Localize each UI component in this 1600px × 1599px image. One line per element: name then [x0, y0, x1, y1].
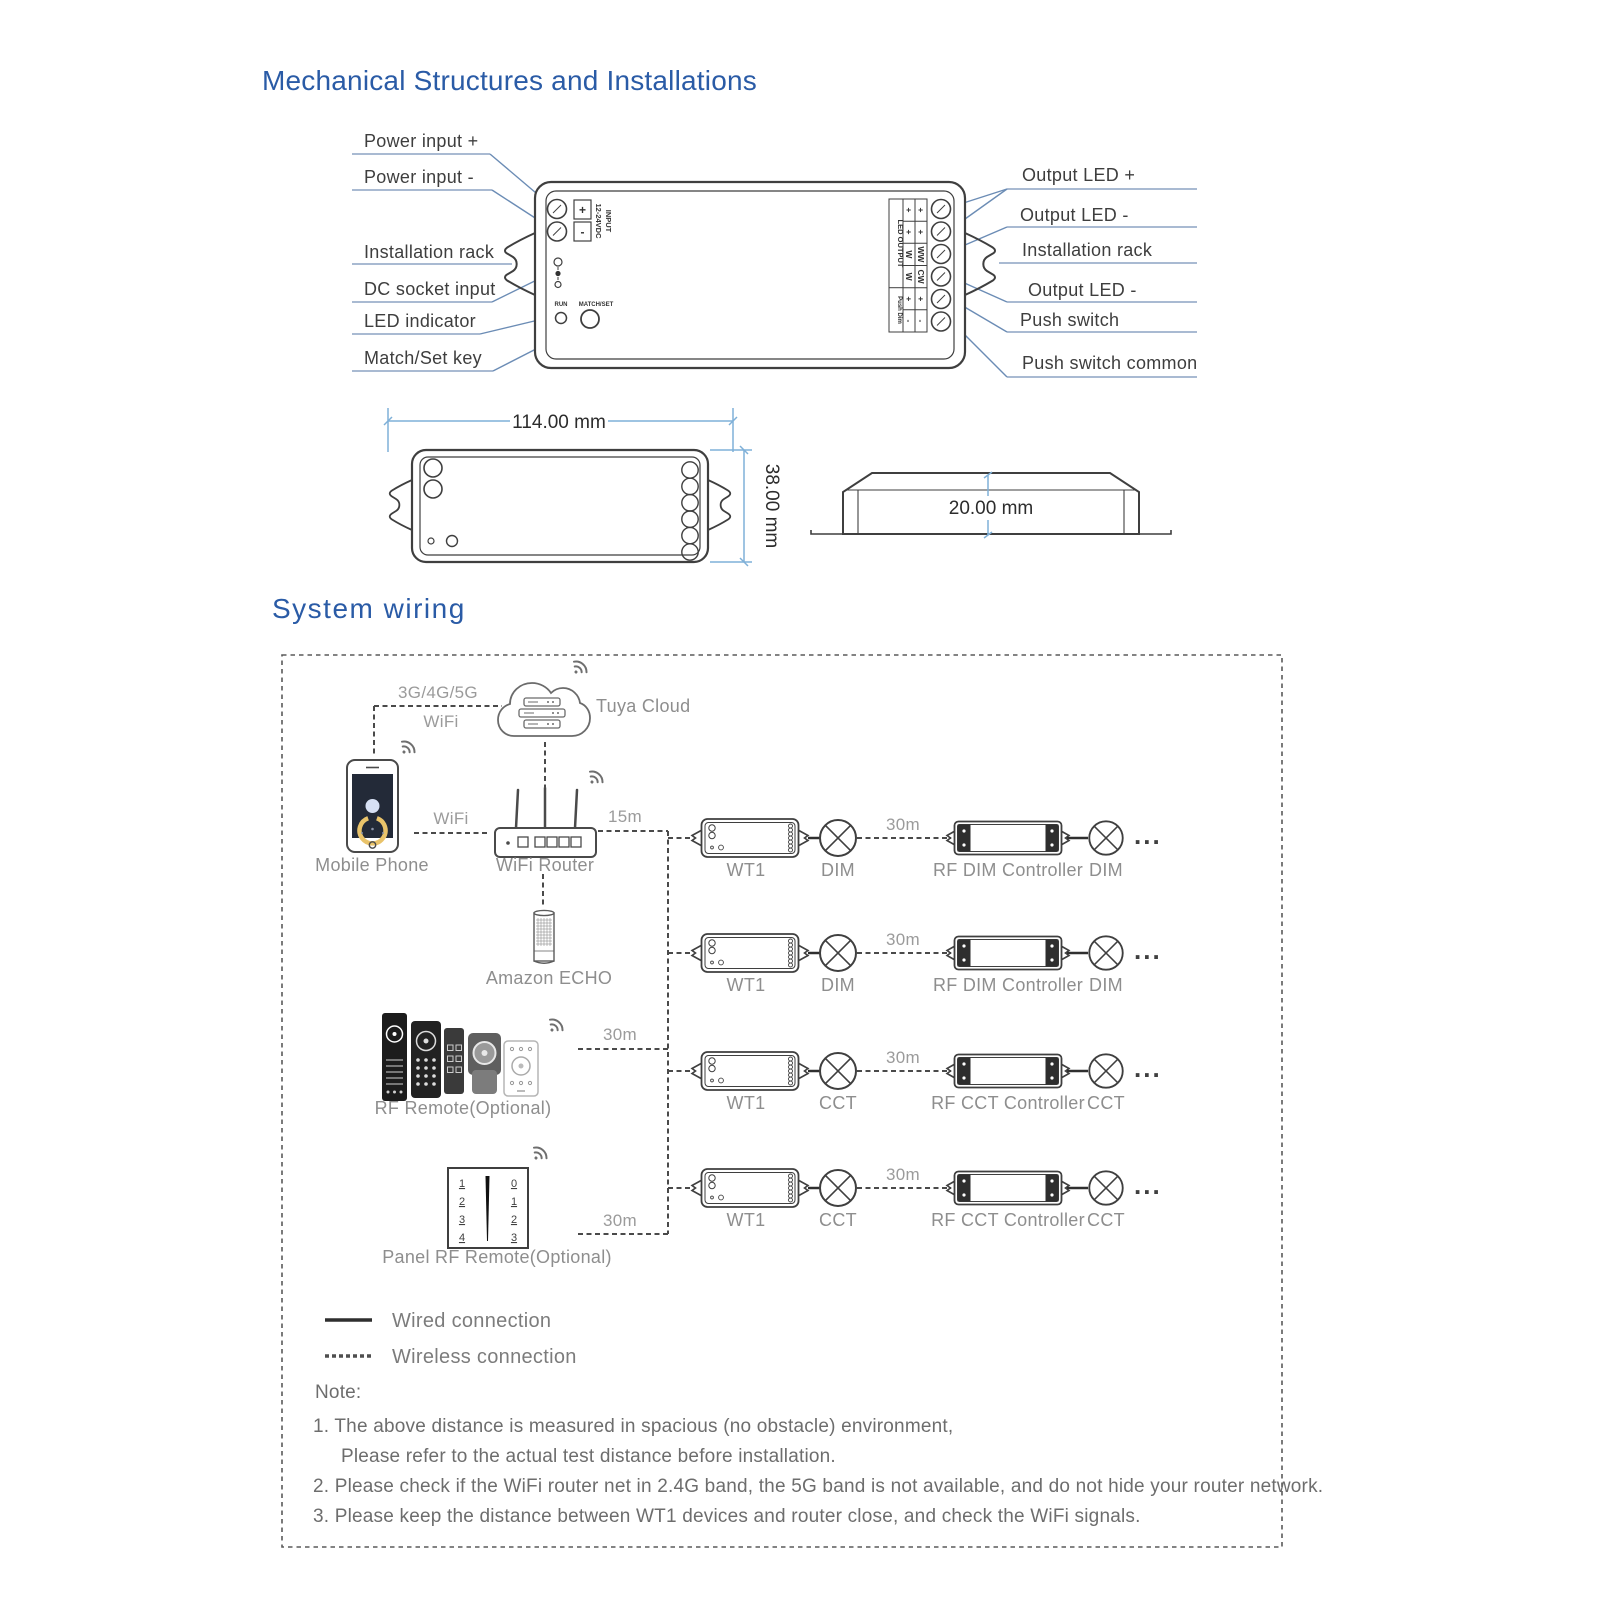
row-distance-label: 30m [886, 1048, 920, 1067]
wifi-router-icon [495, 788, 596, 857]
input-voltage-label: 12-24VDC [594, 203, 603, 239]
rf-remote-label: RF Remote(Optional) [374, 1098, 552, 1118]
wt1-label: WT1 [726, 975, 766, 995]
wiring-row [668, 815, 1162, 880]
svg-text:1: 1 [458, 1178, 466, 1190]
input-minus-mark: - [580, 225, 585, 239]
controller-label: RF CCT Controller [931, 1210, 1085, 1230]
lamp1-label: CCT [819, 1210, 857, 1230]
input-plus-mark: + [578, 203, 587, 217]
note-line-2: 2. Please check if the WiFi router net in 2.4G band, the 5G band is not available, and do not hide your router network. [313, 1476, 1324, 1497]
wifi-label-mid: WiFi [433, 809, 469, 828]
wiring-row [668, 1048, 1162, 1113]
controller-label: RF DIM Controller [932, 860, 1084, 880]
label-led-indicator: LED indicator [364, 311, 476, 331]
tuya-cloud-icon [498, 683, 590, 736]
svg-text:3: 3 [510, 1232, 518, 1244]
lamp1-label: CCT [819, 1093, 857, 1113]
input-label: INPUT [604, 209, 613, 233]
run-label: RUN [554, 302, 568, 308]
svg-text:4: 4 [458, 1232, 466, 1244]
row-distance-label: 30m [886, 930, 920, 949]
match-set-label: MATCH/SET [578, 302, 614, 308]
distance-30m-panel-label: 30m [603, 1211, 637, 1230]
tuya-cloud-label: Tuya Cloud [596, 696, 691, 716]
label-power-input-plus: Power input + [364, 131, 479, 151]
lamp1-label: DIM [821, 975, 855, 995]
section-title-mechanical: Mechanical Structures and Installations [262, 65, 757, 96]
lamp1-label: DIM [821, 860, 855, 880]
wiring-row [668, 1165, 1162, 1230]
label-push-switch: Push switch [1020, 310, 1120, 330]
label-output-led-minus-2: Output LED - [1028, 280, 1137, 300]
note-line-1b: Please refer to the actual test distance before installation. [341, 1446, 836, 1467]
svg-text:+: + [916, 229, 926, 235]
lamp2-label: DIM [1089, 860, 1123, 880]
note-heading: Note: [315, 1382, 362, 1403]
dimension-width-value: 114.00 mm [512, 412, 606, 433]
mobile-phone-icon [347, 760, 398, 852]
wireless-connection-label: Wireless connection [392, 1346, 577, 1368]
push-dim-header: Push Dim [896, 296, 902, 324]
dimension-height-value: 38.00 mm [761, 463, 782, 549]
svg-text:+: + [916, 207, 926, 213]
dimension-depth-value: 20.00 mm [948, 498, 1034, 519]
svg-text:W: W [904, 272, 914, 281]
panel-rf-remote-label: Panel RF Remote(Optional) [382, 1247, 612, 1267]
label-match-set-key: Match/Set key [364, 348, 482, 368]
notes [313, 1382, 1323, 1527]
svg-text:1: 1 [510, 1196, 518, 1208]
more-devices-dots: ... [1134, 1053, 1162, 1083]
rf-remote-icons [382, 1013, 538, 1101]
svg-text:-: - [916, 319, 926, 323]
controller-label: RF DIM Controller [932, 975, 1084, 995]
led-output-header: LED OUTPUT [896, 219, 905, 268]
lamp2-label: DIM [1089, 975, 1123, 995]
dimension-width [384, 408, 737, 452]
label-installation-rack-left: Installation rack [364, 242, 495, 262]
svg-text:2: 2 [458, 1196, 466, 1208]
svg-text:+: + [904, 229, 914, 235]
label-push-switch-common: Push switch common [1022, 353, 1198, 373]
label-installation-rack-right: Installation rack [1022, 240, 1153, 260]
legend [325, 1310, 577, 1368]
svg-text:-: - [904, 319, 914, 323]
svg-text:+: + [904, 207, 914, 213]
lamp2-label: CCT [1087, 1093, 1125, 1113]
svg-text:WW: WW [916, 246, 926, 263]
svg-text:CW: CW [916, 269, 926, 284]
label-output-led-minus-1: Output LED - [1020, 205, 1129, 225]
more-devices-dots: ... [1134, 935, 1162, 965]
wt1-label: WT1 [726, 1210, 766, 1230]
more-devices-dots: ... [1134, 1170, 1162, 1200]
more-devices-dots: ... [1134, 820, 1162, 850]
cellular-label: 3G/4G/5G [398, 683, 478, 702]
amazon-echo-label: Amazon ECHO [485, 968, 613, 988]
wiring-row [668, 930, 1162, 995]
svg-text:W: W [904, 250, 914, 259]
wifi-label-top: WiFi [423, 712, 459, 731]
mobile-phone-label: Mobile Phone [315, 855, 429, 875]
wifi-router-label: WiFi Router [495, 855, 595, 875]
note-line-3: 3. Please keep the distance between WT1 devices and router close, and check the WiFi signals. [313, 1506, 1141, 1527]
label-output-led-plus: Output LED + [1022, 165, 1136, 185]
svg-text:+: + [904, 296, 914, 302]
label-power-input-minus: Power input - [364, 167, 474, 187]
svg-text:+: + [916, 296, 926, 302]
device-top-view [505, 182, 995, 368]
svg-text:2: 2 [510, 1214, 518, 1226]
distance-30m-remote-label: 30m [603, 1025, 637, 1044]
panel-rf-remote-icon [448, 1168, 528, 1248]
section-title-wiring: System wiring [272, 593, 466, 624]
wt1-label: WT1 [726, 860, 766, 880]
lamp2-label: CCT [1087, 1210, 1125, 1230]
device-front-view [384, 408, 782, 566]
wired-connection-label: Wired connection [392, 1310, 552, 1332]
svg-text:0: 0 [510, 1178, 518, 1190]
distance-15m-label: 15m [608, 807, 642, 826]
amazon-echo-icon [534, 910, 554, 963]
label-dc-socket-input: DC socket input [364, 279, 496, 299]
svg-text:3: 3 [458, 1214, 466, 1226]
device-side-view [811, 472, 1171, 538]
controller-label: RF CCT Controller [931, 1093, 1085, 1113]
row-distance-label: 30m [886, 1165, 920, 1184]
row-distance-label: 30m [886, 815, 920, 834]
wt1-label: WT1 [726, 1093, 766, 1113]
note-line-1: 1. The above distance is measured in spacious (no obstacle) environment, [313, 1416, 954, 1437]
